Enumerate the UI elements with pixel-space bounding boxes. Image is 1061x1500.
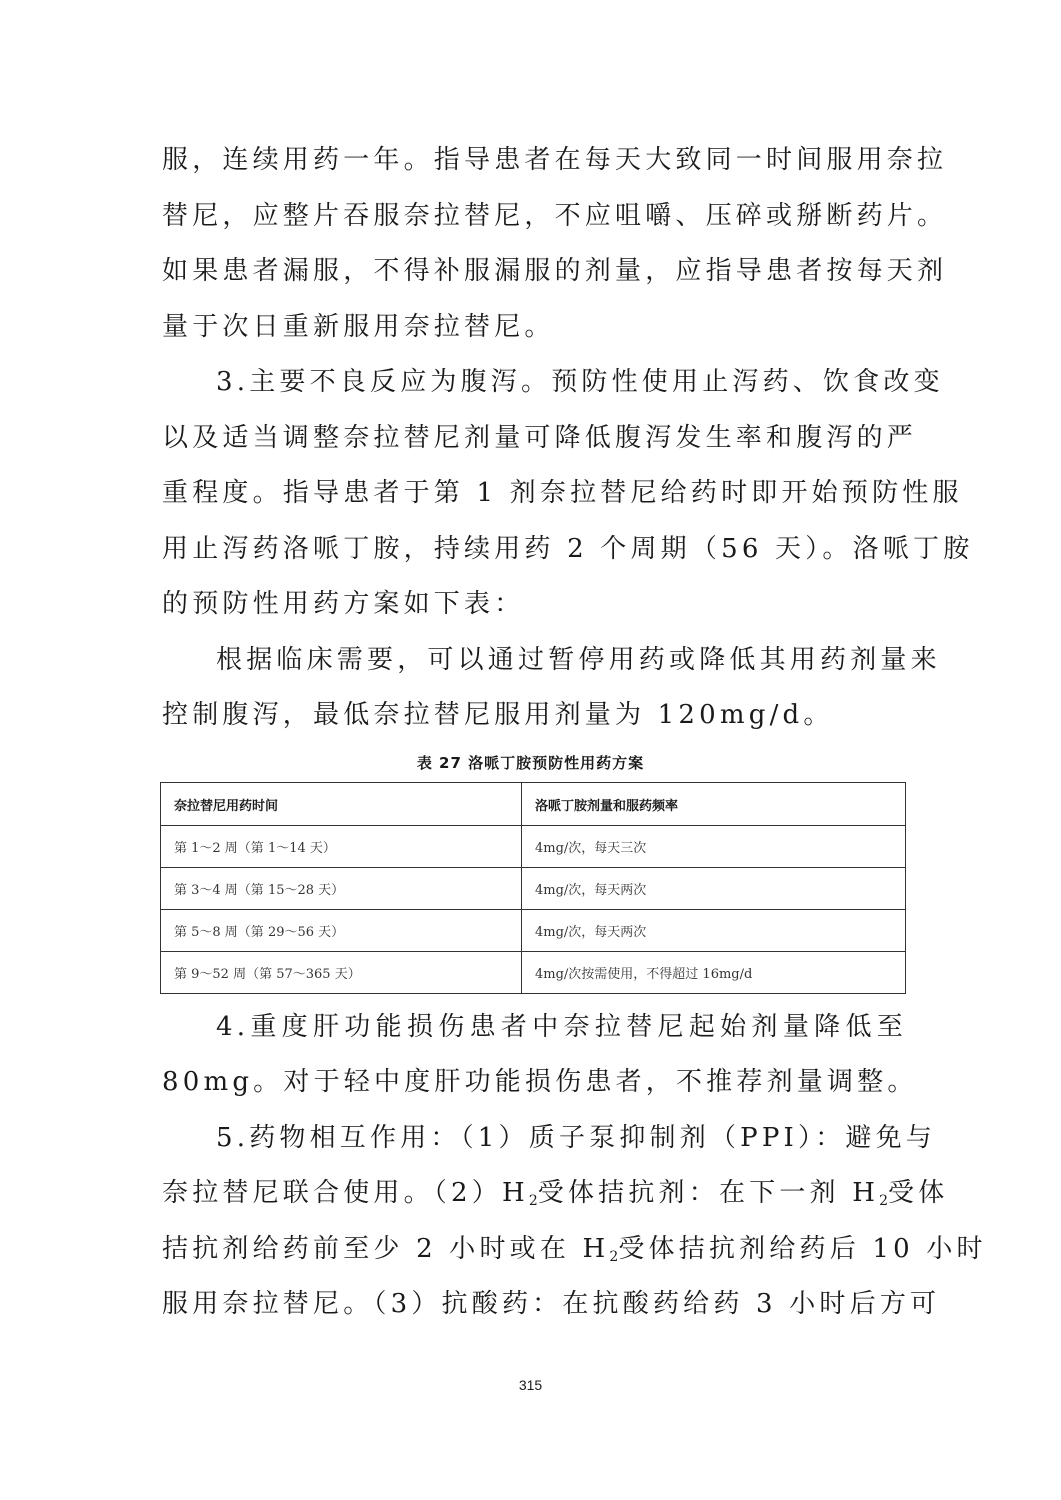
paragraph-line: 控制腹泻，最低奈拉替尼服用剂量为 120mg/d。 [162, 700, 834, 730]
page-number: 315 [518, 1377, 543, 1393]
table-cell: 4mg/次，每天两次 [522, 868, 906, 910]
table-cell: 4mg/次，每天三次 [522, 826, 906, 868]
table-row [161, 868, 906, 910]
paragraph-line: 的预防性用药方案如下表： [162, 589, 525, 619]
text-run: 拮抗剂给药前至少 2 小时或在 H [162, 1234, 610, 1264]
paragraph-line: 重程度。指导患者于第 1 剂奈拉替尼给药时即开始预防性服 [162, 478, 963, 508]
paragraph-line: 3.主要不良反应为腹泻。预防性使用止泻药、饮食改变 [216, 367, 944, 397]
paragraph-line: 服用奈拉替尼。（3）抗酸药：在抗酸药给药 3 小时后方可 [162, 1289, 941, 1319]
paragraph-line: 5.药物相互作用：（1）质子泵抑制剂（PPI）：避免与 [216, 1123, 937, 1153]
text-run: 受体 [888, 1178, 949, 1208]
table-row [161, 952, 906, 994]
subscript: 2 [879, 1193, 889, 1209]
paragraph-line: 4.重度肝功能损伤患者中奈拉替尼起始剂量降低至 [216, 1012, 907, 1042]
table-caption: 表 27 洛哌丁胺预防性用药方案 [416, 754, 645, 772]
table-cell: 第 9～52 周（第 57～365 天） [161, 952, 522, 994]
paragraph-line: 80mg。对于轻中度肝功能损伤患者，不推荐剂量调整。 [162, 1067, 918, 1097]
table-cell: 第 3～4 周（第 15～28 天） [161, 868, 522, 910]
table-cell: 第 5～8 周（第 29～56 天） [161, 910, 522, 952]
paragraph-line: 服，连续用药一年。指导患者在每天大致同一时间服用奈拉 [162, 145, 948, 175]
paragraph-line [162, 1178, 949, 1209]
text-run: 奈拉替尼联合使用。（2）H [162, 1178, 529, 1208]
loperamide-dosing-table [160, 782, 906, 994]
table-cell: 第 1～2 周（第 1～14 天） [161, 826, 522, 868]
paragraph-line: 如果患者漏服，不得补服漏服的剂量，应指导患者按每天剂 [162, 256, 948, 286]
subscript: 2 [528, 1193, 538, 1209]
column-header: 奈拉替尼用药时间 [161, 783, 522, 826]
paragraph-line: 用止泻药洛哌丁胺，持续用药 2 个周期（56 天）。洛哌丁胺 [162, 534, 974, 564]
column-header: 洛哌丁胺剂量和服药频率 [522, 783, 906, 826]
table-row [161, 826, 906, 868]
paragraph-line: 根据临床需要，可以通过暂停用药或降低其用药剂量来 [216, 645, 941, 675]
table-cell: 4mg/次，每天两次 [522, 910, 906, 952]
paragraph-line [162, 1234, 987, 1265]
text-run: 受体拮抗剂：在下一剂 H [537, 1178, 880, 1208]
paragraph-line: 替尼，应整片吞服奈拉替尼，不应咀嚼、压碎或掰断药片。 [162, 201, 948, 231]
text-run: 受体拮抗剂给药后 10 小时 [618, 1234, 987, 1264]
subscript: 2 [609, 1249, 619, 1265]
table-cell: 4mg/次按需使用，不得超过 16mg/d [522, 952, 906, 994]
paragraph-line: 量于次日重新服用奈拉替尼。 [162, 312, 555, 342]
paragraph-line: 以及适当调整奈拉替尼剂量可降低腹泻发生率和腹泻的严 [162, 423, 918, 453]
table-header-row [161, 783, 906, 826]
table-row [161, 910, 906, 952]
